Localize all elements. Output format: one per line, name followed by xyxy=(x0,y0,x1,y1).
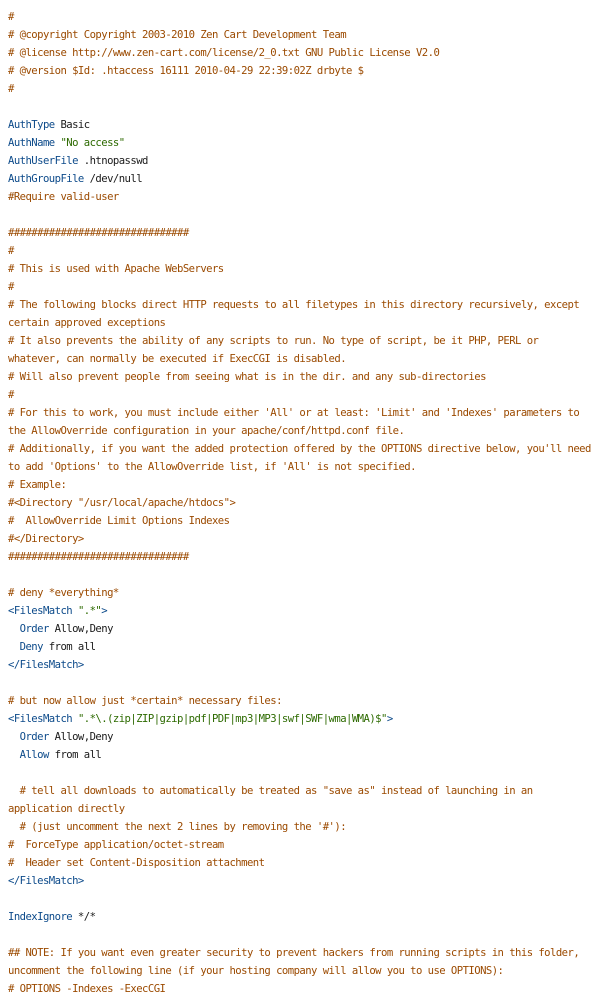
directive-token: Order xyxy=(19,623,49,635)
code-line xyxy=(8,620,592,638)
code-line xyxy=(8,782,592,818)
directive-token: IndexIgnore xyxy=(8,911,73,923)
blank-line xyxy=(8,926,592,944)
code-line xyxy=(8,224,592,242)
string-token: ".*" xyxy=(77,605,102,617)
code-line xyxy=(8,548,592,566)
comment-token: # AllowOverride Limit Options Indexes xyxy=(8,515,230,527)
code-line xyxy=(8,368,592,386)
code-line xyxy=(8,440,597,476)
directive-token: Allow xyxy=(19,749,49,761)
comment-token: # ForceType application/octet-stream xyxy=(8,839,224,851)
text-token: /dev/null xyxy=(83,173,143,185)
text-token xyxy=(8,749,20,761)
code-line xyxy=(8,836,592,854)
code-line xyxy=(8,404,592,440)
code-line xyxy=(8,980,592,998)
code-line xyxy=(8,134,592,152)
directive-token: <FilesMatch xyxy=(8,713,73,725)
comment-token: ############################### xyxy=(8,227,189,239)
code-line xyxy=(8,494,592,512)
comment-token: # OPTIONS -Indexes -ExecCGI xyxy=(8,983,166,995)
comment-token: # (just uncomment the next 2 lines by removing the '#'): xyxy=(8,821,347,833)
code-line xyxy=(8,278,592,296)
blank-line xyxy=(8,206,592,224)
code-line xyxy=(8,512,592,530)
text-token xyxy=(8,641,20,653)
directive-token: AuthType xyxy=(8,119,55,131)
code-line xyxy=(8,44,592,62)
code-line xyxy=(8,746,592,764)
directive-token: Order xyxy=(19,731,49,743)
text-token: from all xyxy=(42,641,96,653)
directive-token: Deny xyxy=(19,641,43,653)
comment-token: # @version $Id: .htaccess 16111 2010-04-29 22:39:02Z drbyte $ xyxy=(8,65,364,77)
code-line xyxy=(8,296,592,332)
directive-token: AuthName xyxy=(8,137,55,149)
text-token: .htnopasswd xyxy=(77,155,148,167)
code-line xyxy=(8,62,592,80)
code-line xyxy=(8,854,592,872)
code-line xyxy=(8,530,592,548)
comment-token: # Header set Content-Disposition attachment xyxy=(8,857,265,869)
comment-token: # @license http://www.zen-cart.com/license/2_0.txt GNU Public License V2.0 xyxy=(8,47,440,59)
code-line xyxy=(8,116,592,134)
comment-token: # For this to work, you must include either 'All' or at least: 'Limit' and 'Indexes' parameters to the AllowOverride configuration in your apache/conf/httpd.conf file. xyxy=(8,407,585,437)
text-token xyxy=(8,623,20,635)
comment-token: # xyxy=(8,389,14,401)
comment-token: # deny *everything* xyxy=(8,587,119,599)
blank-line xyxy=(8,890,592,908)
code-line xyxy=(8,692,592,710)
directive-token: AuthGroupFile xyxy=(8,173,84,185)
text-token: Allow,Deny xyxy=(48,623,113,635)
text-token xyxy=(8,731,20,743)
comment-token: # but now allow just *certain* necessary files: xyxy=(8,695,282,707)
comment-token: #<Directory "/usr/local/apache/htdocs"> xyxy=(8,497,236,509)
comment-token: # Example: xyxy=(8,479,67,491)
code-line xyxy=(8,80,592,98)
code-line xyxy=(8,818,592,836)
code-line xyxy=(8,8,592,26)
blank-line xyxy=(8,98,592,116)
code-line xyxy=(8,152,592,170)
comment-token: # @copyright Copyright 2003-2010 Zen Cart Development Team xyxy=(8,29,347,41)
comment-token: # xyxy=(8,83,14,95)
comment-token: # xyxy=(8,281,14,293)
code-line xyxy=(8,638,592,656)
comment-token: # Will also prevent people from seeing what is in the dir. and any sub-directories xyxy=(8,371,486,383)
comment-token: # It also prevents the ability of any scripts to run. No type of script, be it PHP, PERL or whatever, can normally be executed if ExecCGI is disabled. xyxy=(8,335,545,365)
blank-line xyxy=(8,566,592,584)
code-line xyxy=(8,170,592,188)
directive-token: </FilesMatch> xyxy=(8,659,84,671)
code-line xyxy=(8,386,592,404)
text-token: */* xyxy=(72,911,96,923)
comment-token: # Additionally, if you want the added protection offered by the OPTIONS directive below, you'll need to add 'Options' to the AllowOverride list, if 'All' is not specified. xyxy=(8,443,597,473)
directive-token: > xyxy=(386,713,393,725)
code-line xyxy=(8,728,592,746)
comment-token: #</Directory> xyxy=(8,533,84,545)
text-token: Basic xyxy=(54,119,90,131)
text-token: Allow,Deny xyxy=(48,731,113,743)
code-line xyxy=(8,332,592,368)
comment-token: ############################### xyxy=(8,551,189,563)
directive-token: > xyxy=(101,605,108,617)
code-line xyxy=(8,944,592,980)
code-line xyxy=(8,476,592,494)
blank-line xyxy=(8,674,592,692)
directive-token: AuthUserFile xyxy=(8,155,78,167)
comment-token: # xyxy=(8,245,14,257)
code-line xyxy=(8,872,592,890)
blank-line xyxy=(8,764,592,782)
code-line xyxy=(8,26,592,44)
comment-token: # xyxy=(8,11,14,23)
code-line xyxy=(8,584,592,602)
comment-token: # tell all downloads to automatically be treated as "save as" instead of launching in an application directly xyxy=(8,785,539,815)
comment-token: #Require valid-user xyxy=(8,191,119,203)
code-line xyxy=(8,602,592,620)
string-token: "No access" xyxy=(60,137,125,149)
comment-token: # This is used with Apache WebServers xyxy=(8,263,224,275)
directive-token: <FilesMatch xyxy=(8,605,73,617)
string-token: ".*\.(zip|ZIP|gzip|pdf|PDF|mp3|MP3|swf|SWF|wma|WMA)$" xyxy=(77,713,387,725)
code-line xyxy=(8,710,592,728)
code-line xyxy=(8,656,592,674)
text-token: from all xyxy=(48,749,102,761)
code-line xyxy=(8,260,592,278)
code-line xyxy=(8,242,592,260)
comment-token: # The following blocks direct HTTP requests to all filetypes in this directory recursively, except certain approved exceptions xyxy=(8,299,585,329)
comment-token: ## NOTE: If you want even greater security to prevent hackers from running scripts in this folder, uncomment the following line (if your hosting company will allow you to use OPTIONS): xyxy=(8,947,585,977)
code-line xyxy=(8,188,592,206)
code-line xyxy=(8,908,592,926)
directive-token: </FilesMatch> xyxy=(8,875,84,887)
